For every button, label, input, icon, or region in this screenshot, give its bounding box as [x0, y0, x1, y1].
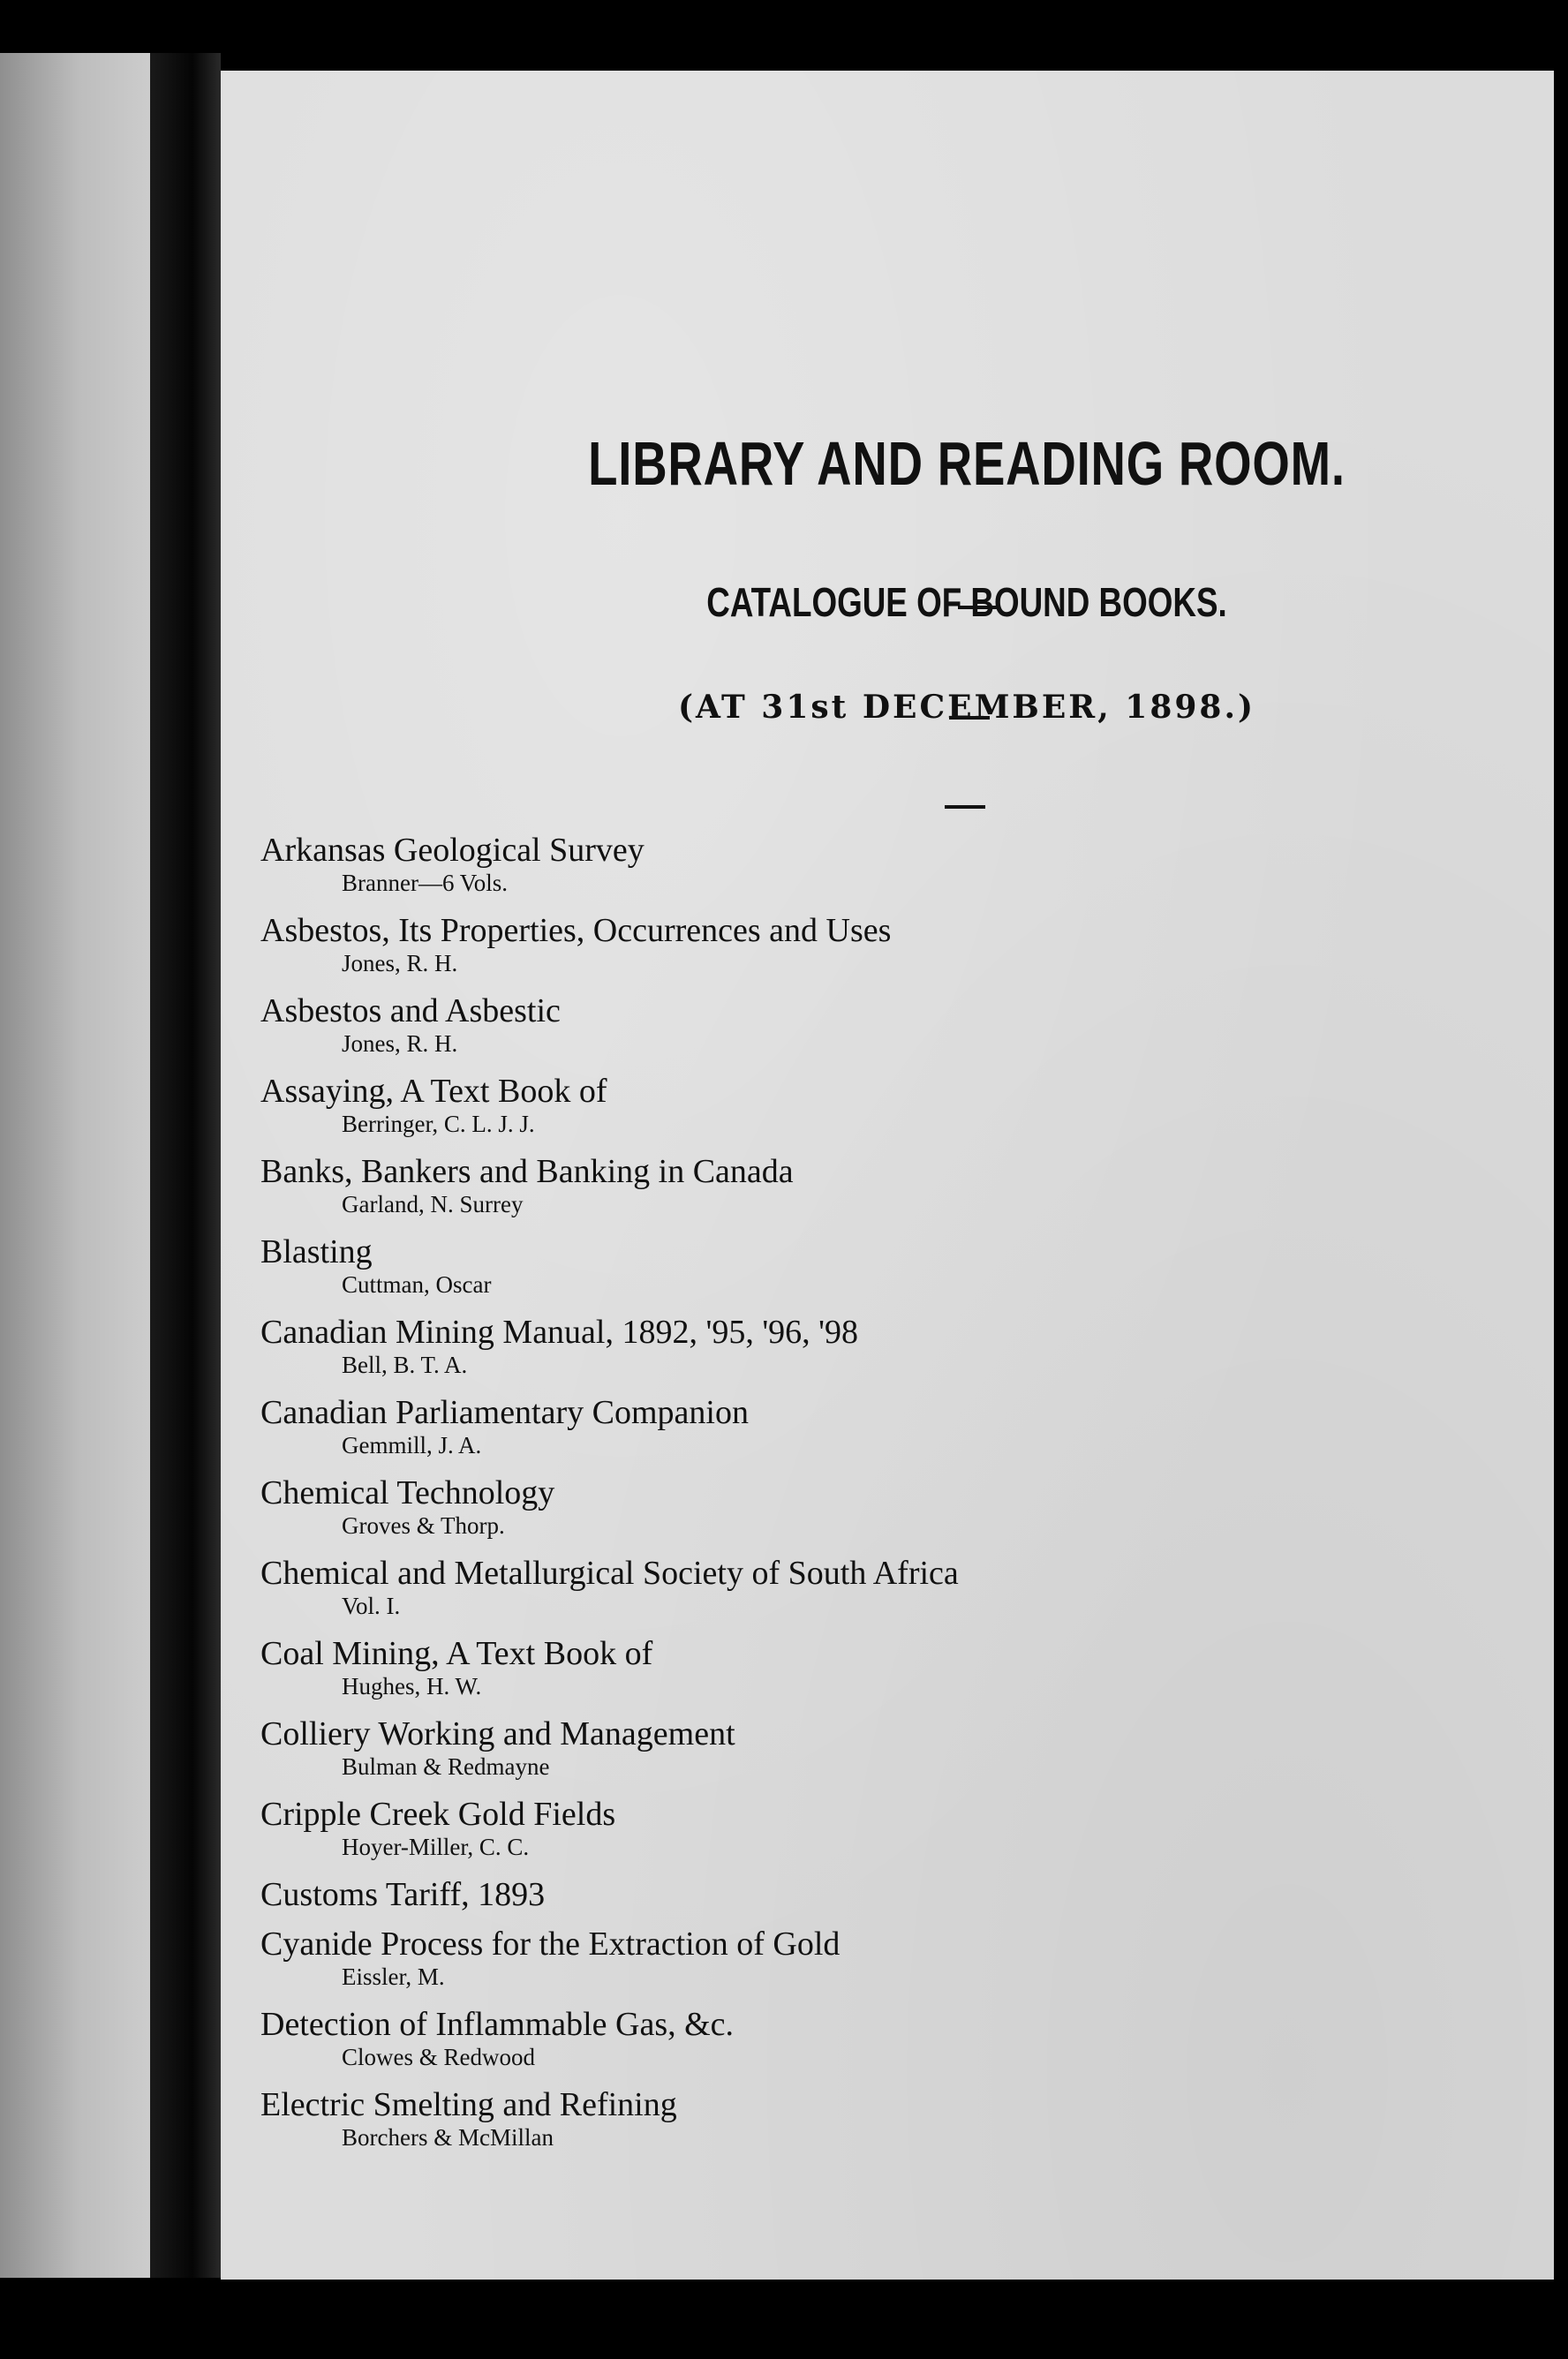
date-divider [945, 805, 985, 809]
book-author: Gemmill, J. A. [342, 1432, 482, 1458]
book-author: Berringer, C. L. J. J. [342, 1111, 535, 1137]
list-item [260, 1233, 1320, 1314]
catalogue-date: (AT 31st DECEMBER, 1898.) [677, 689, 1256, 726]
book-author: Cuttman, Oscar [342, 1271, 492, 1298]
book-list [260, 832, 1320, 2167]
book-title: Cyanide Process for the Extraction of Gold [260, 1926, 841, 1963]
book-author: Borchers & McMillan [342, 2124, 554, 2151]
book-title: Canadian Mining Manual, 1892, '95, '96, '98 [260, 1314, 859, 1351]
book-title: Blasting [260, 1233, 373, 1270]
list-item [260, 1635, 1320, 1715]
book-title: Detection of Inflammable Gas, &c. [260, 2006, 735, 2043]
page-title: LIBRARY AND READING ROOM. [588, 429, 1346, 498]
book-title: Customs Tariff, 1893 [260, 1876, 546, 1913]
book-author: Vol. I. [342, 1593, 401, 1619]
book-author: Groves & Thorp. [342, 1512, 505, 1539]
book-title: Arkansas Geological Survey [260, 832, 645, 869]
catalogue-subtitle: CATALOGUE OF BOUND BOOKS. [706, 579, 1227, 625]
book-title: Chemical and Metallurgical Society of South Africa [260, 1555, 959, 1592]
list-item [260, 2086, 1320, 2167]
book-author: Bell, B. T. A. [342, 1352, 468, 1378]
list-item [260, 1796, 1320, 1876]
list-item [260, 1314, 1320, 1394]
list-item [260, 1715, 1320, 1796]
list-item [260, 1073, 1320, 1153]
book-title: Canadian Parliamentary Companion [260, 1394, 749, 1431]
book-author: Hoyer-Miller, C. C. [342, 1834, 530, 1860]
list-item [260, 1926, 1320, 2006]
list-item [260, 1153, 1320, 1233]
book-author: Jones, R. H. [342, 950, 458, 976]
list-item [260, 912, 1320, 992]
book-author: Garland, N. Surrey [342, 1191, 524, 1217]
list-item [260, 1394, 1320, 1474]
book-title: Chemical Technology [260, 1474, 555, 1511]
catalogue-page [221, 71, 1554, 2295]
list-item [260, 2006, 1320, 2086]
book-author: Branner—6 Vols. [342, 870, 508, 896]
book-author: Clowes & Redwood [342, 2044, 535, 2070]
book-title: Asbestos and Asbestic [260, 992, 561, 1029]
book-title: Electric Smelting and Refining [260, 2086, 677, 2123]
list-item [260, 1555, 1320, 1635]
list-item [260, 1876, 1320, 1926]
book-author: Eissler, M. [342, 1963, 445, 1990]
book-title: Banks, Bankers and Banking in Canada [260, 1153, 794, 1190]
book-title: Asbestos, Its Properties, Occurrences and Uses [260, 912, 892, 949]
list-item [260, 832, 1320, 912]
book-title: Colliery Working and Management [260, 1715, 735, 1752]
book-title: Cripple Creek Gold Fields [260, 1796, 616, 1833]
scan-bottom-border [0, 2280, 1568, 2359]
book-title: Assaying, A Text Book of [260, 1073, 607, 1110]
book-title: Coal Mining, A Text Book of [260, 1635, 653, 1672]
book-author: Bulman & Redmayne [342, 1753, 550, 1780]
book-gutter [150, 53, 221, 2278]
list-item [260, 1474, 1320, 1555]
list-item [260, 992, 1320, 1073]
book-author: Jones, R. H. [342, 1030, 458, 1057]
book-author: Hughes, H. W. [342, 1673, 482, 1700]
